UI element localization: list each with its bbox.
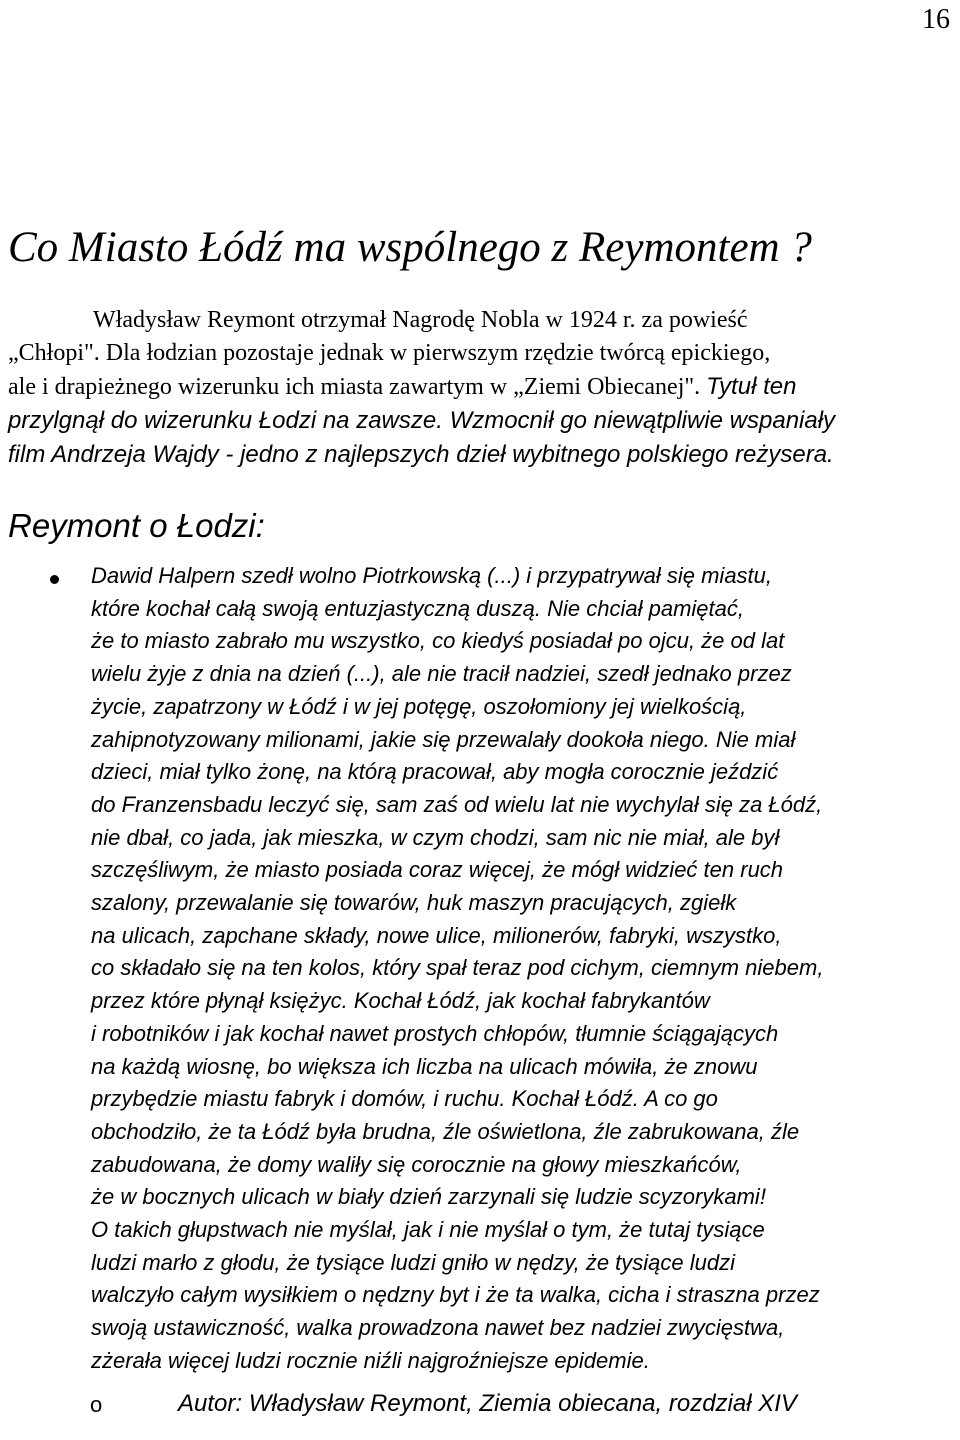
quote-line: swoją ustawiczność, walka prowadzona nawet bez nadziei zwycięstwa, bbox=[91, 1315, 785, 1341]
quote-line: zahipnotyzowany milionami, jakie się przewalały dookoła niego. Nie miał bbox=[91, 726, 796, 752]
intro-line-4: przylgnął do wizerunku Łodzi na zawsze. Wzmocnił go niewątpliwie wspaniały bbox=[8, 407, 836, 434]
quote-line: ludzi marło z głodu, że tysiące ludzi gniło w nędzy, że tysiące ludzi bbox=[91, 1249, 736, 1275]
quote-line: szalony, przewalanie się towarów, huk maszyn pracujących, zgiełk bbox=[91, 890, 737, 916]
quote-line: do Franzensbadu leczyć się, sam zaś od wielu lat nie wychylał się za Łódź, bbox=[91, 791, 823, 817]
quote-line: nie dbał, co jada, jak mieszka, w czym chodzi, sam nic nie miał, ale był bbox=[91, 824, 780, 850]
quote-line: co składało się na ten kolos, który spał teraz pod cichym, ciemnym niebem, bbox=[91, 955, 824, 981]
quote-line: zabudowana, że domy waliły się corocznie na głowy mieszkańców, bbox=[91, 1151, 742, 1177]
section-heading: Reymont o Łodzi: bbox=[8, 507, 265, 544]
quote-line: zżerała więcej ludzi rocznie niźli najgroźniejsze epidemie. bbox=[91, 1347, 650, 1373]
quote-paragraph bbox=[91, 560, 959, 1378]
quote-line: że to miasto zabrało mu wszystko, co kiedyś posiadał po ojcu, że od lat bbox=[91, 628, 785, 654]
quote-line: wielu żyje z dnia na dzień (...), ale nie tracił nadziei, szedł jednako przez bbox=[91, 661, 792, 687]
quote-line: i robotników i jak kochał nawet prostych chłopów, tłumnie ściągających bbox=[91, 1020, 779, 1046]
page-number: 16 bbox=[922, 4, 950, 35]
quote-line: walczyło całym wysiłkiem o nędzny byt i że ta walka, cicha i straszna przez bbox=[91, 1282, 820, 1308]
quote-line: przybędzie miastu fabryk i domów, i ruchu. Kochał Łódź. A co go bbox=[91, 1086, 718, 1112]
intro-line-3-italic: Tytuł ten bbox=[706, 373, 797, 400]
intro-line-2: „Chłopi". Dla łodzian pozostaje jednak w pierwszym rzędzie twórcą epickiego, bbox=[8, 340, 771, 366]
quote-line: O takich głupstwach nie myślał, jak i nie myślał o tym, że tutaj tysiące bbox=[91, 1217, 765, 1243]
source-bullet-icon: o bbox=[90, 1392, 103, 1417]
page-title: Co Miasto Łódź ma wspólnego z Reymontem ? bbox=[8, 224, 812, 271]
source-citation: Autor: Władysław Reymont, Ziemia obiecana, rozdział XIV bbox=[178, 1390, 797, 1417]
intro-line-1: Władysław Reymont otrzymał Nagrodę Nobla w 1924 r. za powieść bbox=[93, 307, 748, 333]
quote-line: Dawid Halpern szedł wolno Piotrkowską (...) i przypatrywał się miastu, bbox=[91, 563, 773, 588]
quote-line: przez które płynął księżyc. Kochał Łódź, jak kochał fabrykantów bbox=[91, 988, 710, 1014]
quote-line: że w bocznych ulicach w biały dzień zarzynali się ludzie scyzorykami! bbox=[91, 1184, 766, 1210]
quote-line: życie, zapatrzony w Łódź i w jej potęgę, oszołomiony jej wielkością, bbox=[91, 693, 747, 719]
quote-line: dzieci, miał tylko żonę, na którą pracował, aby mogła corocznie jeździć bbox=[91, 759, 779, 785]
intro-line-5: film Andrzeja Wajdy - jedno z najlepszych dzieł wybitnego polskiego reżysera. bbox=[8, 441, 834, 468]
quote-line: na ulicach, zapchane składy, nowe ulice, milionerów, fabryki, wszystko, bbox=[91, 922, 782, 948]
intro-line-3: ale i drapieżnego wizerunku ich miasta zawartym w „Ziemi Obiecanej". bbox=[8, 374, 701, 400]
quote-line: obchodziło, że ta Łódź była brudna, źle oświetlona, źle zabrukowana, źle bbox=[91, 1118, 800, 1144]
quote-line: szczęśliwym, że miasto posiada coraz więcej, że mógł widzieć ten ruch bbox=[91, 857, 784, 883]
bullet-icon bbox=[50, 575, 59, 584]
intro-paragraph bbox=[8, 304, 953, 472]
quote-line: na każdą wiosnę, bo większa ich liczba na ulicach mówiła, że znowu bbox=[91, 1053, 758, 1079]
quote-line: które kochał całą swoją entuzjastyczną duszą. Nie chciał pamiętać, bbox=[91, 595, 744, 621]
